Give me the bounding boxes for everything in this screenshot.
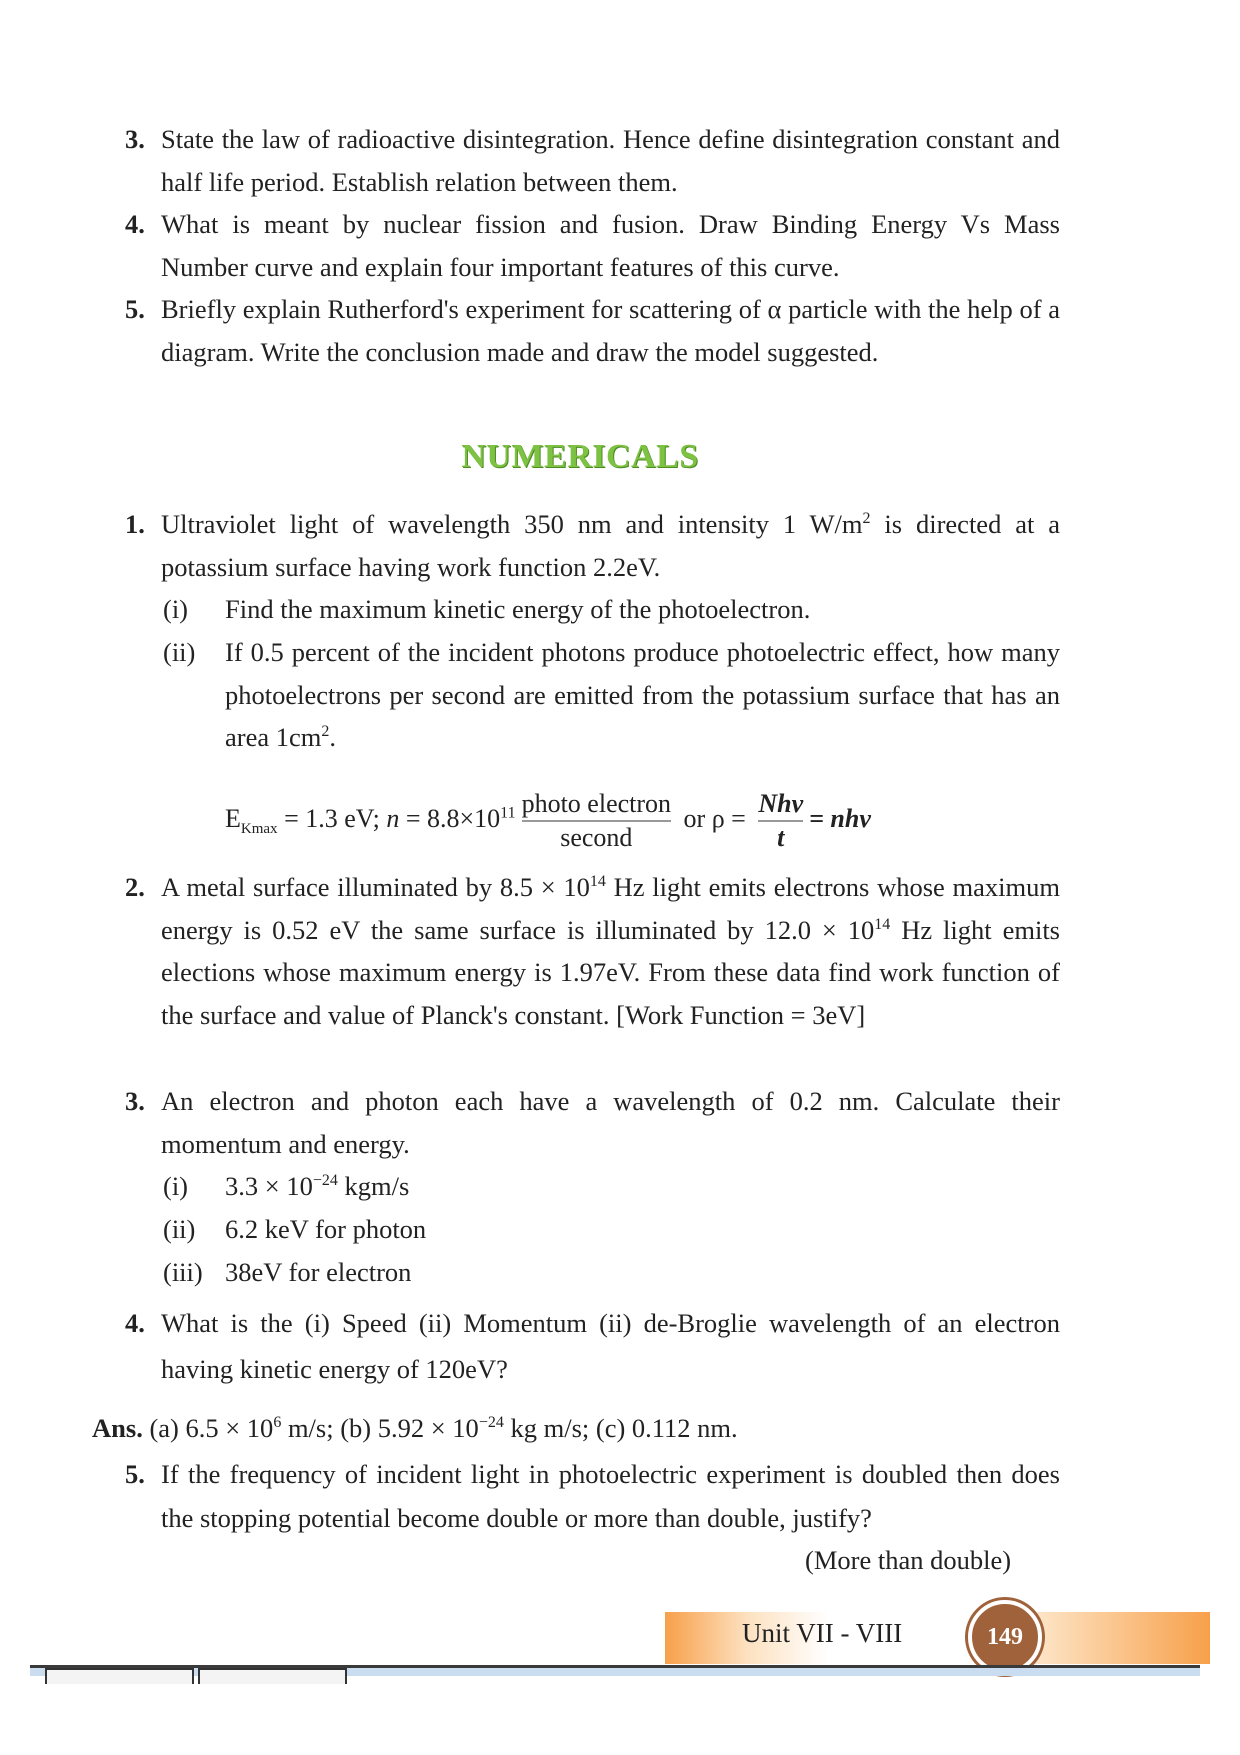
text: (a) 6.5 × 10 xyxy=(142,1413,274,1443)
question-number: 1. xyxy=(125,509,145,539)
numerical-4 xyxy=(125,1300,1060,1392)
superscript: 2 xyxy=(321,723,330,741)
question-number: 3. xyxy=(125,124,145,154)
question-text: An electron and photon each have a wavelength of 0.2 nm. Calculate their momentum and energy. xyxy=(161,1086,1060,1159)
answer-5: (More than double) xyxy=(805,1545,1012,1575)
question-4 xyxy=(125,203,1060,288)
tab-box xyxy=(45,1668,194,1684)
superscript: 2 xyxy=(862,510,871,528)
question-text: Briefly explain Rutherford's experiment for scattering of α particle with the help of a diagram. Write the conclusion made and draw the model suggested. xyxy=(161,294,1060,367)
numerical-1 xyxy=(125,503,1060,588)
question-number: 3. xyxy=(125,1086,145,1116)
question-number: 5. xyxy=(125,1459,145,1489)
subpart-text: 38eV for electron xyxy=(225,1257,412,1287)
fraction xyxy=(522,788,671,854)
text: 3.3 × 10 xyxy=(225,1171,313,1201)
question-text: What is meant by nuclear fission and fusion. Draw Binding Energy Vs Mass Number curve and explain four important features of this curve. xyxy=(161,209,1060,282)
text: = nhν xyxy=(809,803,871,833)
question-3 xyxy=(125,118,1060,203)
question-number: 4. xyxy=(125,1308,145,1338)
text: If 0.5 percent of the incident photons produce photoelectric effect, how many photoelectrons per second are emitted from the potassium surface that has an area 1cm xyxy=(225,637,1060,752)
numerical-2 xyxy=(125,866,1060,1036)
subpart-label: (iii) xyxy=(163,1257,203,1287)
text: is directed at a potassium surface having work function 2.2eV. xyxy=(161,509,1060,582)
unit-label: Unit VII - VIII xyxy=(742,1618,903,1648)
subpart-1-i xyxy=(163,588,1060,631)
subpart-text xyxy=(225,631,1060,759)
subpart-1-ii xyxy=(163,631,1060,759)
subpart-text xyxy=(225,1165,1060,1208)
text: Hz light emits elections whose maximum energy is 1.97eV. From these data find work function of the surface and value of Planck's constant. [Work Function = 3eV] xyxy=(161,914,1060,1030)
superscript: −24 xyxy=(312,1172,338,1190)
question-text: If the frequency of incident light in photoelectric experiment is doubled then does the stopping potential become double or more than double, justify? xyxy=(161,1459,1060,1533)
answer-label: Ans. xyxy=(92,1413,143,1443)
superscript: −24 xyxy=(478,1414,504,1432)
page-number: 149 xyxy=(968,1600,1042,1674)
superscript: 14 xyxy=(589,873,606,891)
text: Hz light emits electrons whose maximum energy is 0.52 eV the same surface is illuminated by 12.0 × 10 xyxy=(161,872,1060,945)
subpart-label: (ii) xyxy=(163,1214,196,1244)
subpart-text: 6.2 keV for photon xyxy=(225,1214,427,1244)
text: kgm/s xyxy=(337,1171,410,1201)
numerical-5 xyxy=(125,1452,1060,1540)
question-5 xyxy=(125,288,1060,373)
answer-4 xyxy=(92,1407,738,1449)
text: m/s; (b) 5.92 × 10 xyxy=(281,1413,479,1443)
text: Ultraviolet light of wavelength 350 nm and intensity 1 W/m xyxy=(161,509,863,539)
superscript: 6 xyxy=(273,1414,282,1432)
tab-box xyxy=(198,1668,347,1684)
numerical-3 xyxy=(125,1080,1060,1165)
numerator: Nhν xyxy=(758,788,803,822)
question-number: 4. xyxy=(125,209,145,239)
text: E xyxy=(225,803,241,833)
question-text: What is the (i) Speed (ii) Momentum (ii) de-Broglie wavelength of an electron having kinetic energy of 120eV? xyxy=(161,1308,1060,1384)
section-heading: NUMERICALS xyxy=(461,438,699,475)
subpart-label: (ii) xyxy=(163,637,196,667)
subpart-text: Find the maximum kinetic energy of the photoelectron. xyxy=(225,594,811,624)
text: n xyxy=(386,803,400,833)
subpart-label: (i) xyxy=(163,1171,189,1201)
subpart-3-ii xyxy=(163,1208,1060,1251)
question-text: State the law of radioactive disintegration. Hence define disintegration constant and half life period. Establish relation between them. xyxy=(161,124,1060,197)
text: kg m/s; (c) 0.112 nm. xyxy=(503,1413,738,1443)
subpart-3-iii xyxy=(163,1251,1060,1294)
text: . xyxy=(329,722,336,752)
question-text xyxy=(161,503,1060,588)
text: = 1.3 eV; xyxy=(277,803,387,833)
subpart-label: (i) xyxy=(163,594,189,624)
numerator: photo electron xyxy=(522,788,671,822)
answer-formula xyxy=(225,788,871,854)
question-number: 5. xyxy=(125,294,145,324)
denominator: t xyxy=(777,823,785,852)
fraction xyxy=(758,788,803,854)
question-number: 2. xyxy=(125,872,145,902)
superscript: 11 xyxy=(500,804,516,822)
subscript: Kmax xyxy=(240,821,278,838)
question-text xyxy=(161,866,1060,1036)
superscript: 14 xyxy=(874,915,891,933)
text: = 8.8×10 xyxy=(399,803,501,833)
text: or ρ = xyxy=(677,803,753,833)
text: A metal surface illuminated by 8.5 × 10 xyxy=(161,872,590,902)
subpart-3-i xyxy=(163,1165,1060,1208)
denominator: second xyxy=(560,823,633,852)
